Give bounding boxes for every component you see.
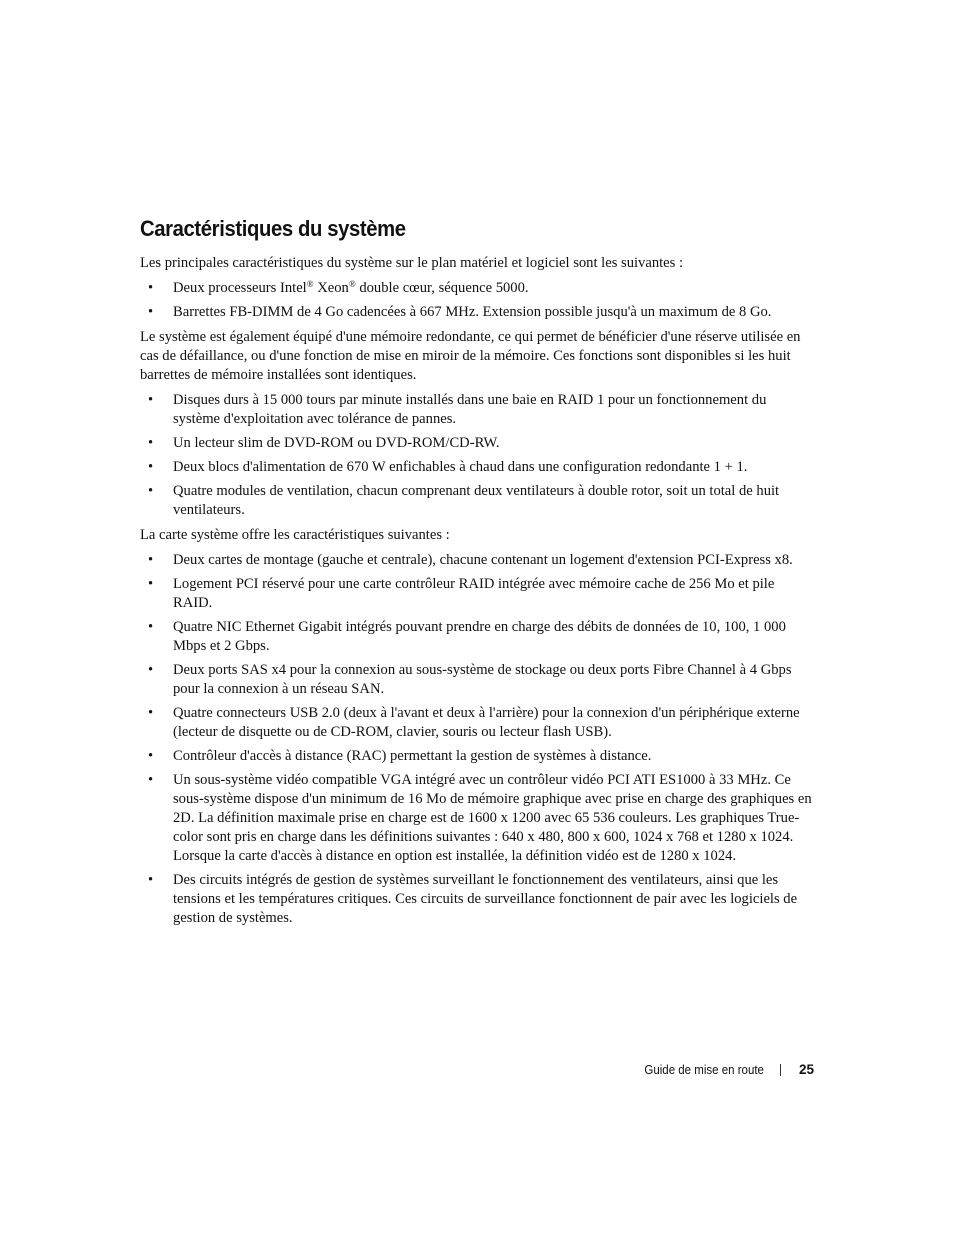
page-number: 25	[798, 1062, 814, 1077]
memory-paragraph: Le système est également équipé d'une mémoire redondante, ce qui permet de bénéficier d'une réserve utilisée en cas de défaillance, ou d'une fonction de mise en miroir de la mémoire. Ces fonctions sont disponibles si les huit barrettes de mémoire installées sont identiques.	[140, 329, 801, 383]
system-board-list	[140, 551, 816, 928]
list-item: • Quatre NIC Ethernet Gigabit intégrés pouvant prendre en charge des débits de données de 10, 100, 1 000 Mbps et 2 Gbps.	[140, 618, 816, 656]
list-item: • Deux cartes de montage (gauche et centrale), chacune contenant un logement d'extension PCI-Express x8.	[140, 551, 816, 570]
list-item: • Disques durs à 15 000 tours par minute installés dans une baie en RAID 1 pour un fonctionnement du système d'exploitation avec tolérance de pannes.	[140, 391, 816, 429]
intro-paragraph: Les principales caractéristiques du système sur le plan matériel et logiciel sont les suivantes :	[140, 255, 684, 271]
list-item: • Des circuits intégrés de gestion de systèmes surveillant le fonctionnement des ventilateurs, ainsi que les tensions et les températures critiques. Ces circuits de surveillance fonctionnent de pair avec les logiciels de gestion de systèmes.	[140, 871, 816, 928]
footer-divider	[780, 1064, 781, 1076]
list-item: • Un sous-système vidéo compatible VGA intégré avec un contrôleur vidéo PCI ATI ES1000 à 33 MHz. Ce sous-système dispose d'un minimum de 16 Mo de mémoire graphique avec prise en charge des graphiques en 2D. La définition maximale prise en charge est de 1600 x 1200 avec 65 536 couleurs. Les graphiques True-color sont pris en charge dans les définitions suivantes : 640 x 480, 800 x 600, 1024 x 768 et 1280 x 1024. Lorsque la carte d'accès à distance en option est installée, la définition vidéo est de 1280 x 1024.	[140, 771, 816, 866]
storage-power-list	[140, 391, 816, 520]
list-item: • Deux ports SAS x4 pour la connexion au sous-système de stockage ou deux ports Fibre Channel à 4 Gbps pour la connexion à un réseau SAN.	[140, 661, 816, 699]
list-item-processors	[140, 279, 816, 298]
list-item: • Logement PCI réservé pour une carte contrôleur RAID intégrée avec mémoire cache de 256 Mo et pile RAID.	[140, 575, 816, 613]
board-intro-paragraph: La carte système offre les caractéristiques suivantes :	[140, 527, 450, 543]
footer-guide-title: Guide de mise en route	[644, 1063, 764, 1077]
registered-mark: ®	[306, 279, 314, 289]
page-content	[140, 214, 816, 934]
processor-text-a: Deux processeurs Intel	[173, 280, 307, 296]
list-item: • Deux blocs d'alimentation de 670 W enfichables à chaud dans une configuration redondante 1 + 1.	[140, 458, 816, 477]
hardware-list	[140, 279, 816, 322]
list-item: • Quatre connecteurs USB 2.0 (deux à l'avant et deux à l'arrière) pour la connexion d'un périphérique externe (lecteur de disquette ou de CD-ROM, clavier, souris ou lecteur flash USB).	[140, 704, 816, 742]
registered-mark: ®	[348, 279, 356, 289]
list-item: • Quatre modules de ventilation, chacun comprenant deux ventilateurs à double rotor, soit un total de huit ventilateurs.	[140, 482, 816, 520]
page-footer	[634, 1061, 814, 1079]
list-item: • Contrôleur d'accès à distance (RAC) permettant la gestion de systèmes à distance.	[140, 747, 816, 766]
list-item: • Un lecteur slim de DVD-ROM ou DVD-ROM/CD-RW.	[140, 434, 816, 453]
processor-text-b: Xeon	[313, 280, 349, 296]
processor-text-c: double cœur, séquence 5000.	[355, 280, 529, 296]
list-item-memory: • Barrettes FB-DIMM de 4 Go cadencées à 667 MHz. Extension possible jusqu'à un maximum de 8 Go.	[140, 303, 816, 322]
page-title: Caractéristiques du système	[140, 216, 406, 241]
